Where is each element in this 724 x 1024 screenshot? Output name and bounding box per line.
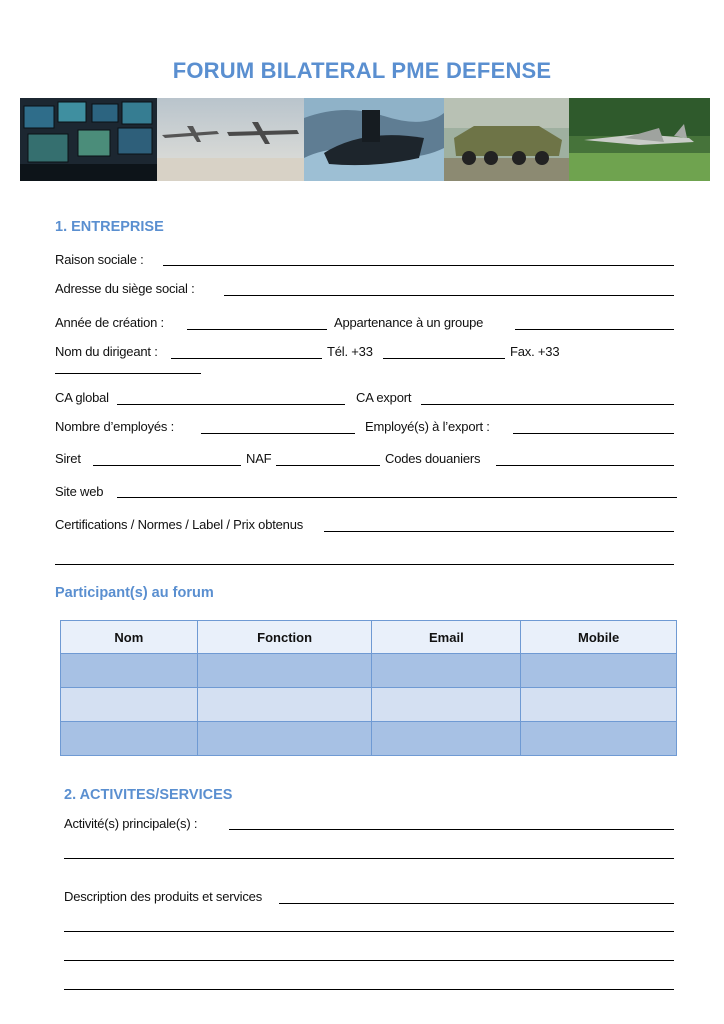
activites-field[interactable]: [229, 829, 674, 830]
dirigeant-field[interactable]: [171, 358, 322, 359]
ca-global-field[interactable]: [117, 404, 345, 405]
annee-creation-label: Année de création :: [55, 315, 164, 330]
control-room-photo: [20, 98, 157, 181]
table-cell[interactable]: [61, 722, 198, 756]
page-title: FORUM BILATERAL PME DEFENSE: [172, 58, 552, 83]
column-header-nom: Nom: [61, 621, 198, 654]
column-header-mobile: Mobile: [521, 621, 677, 654]
tel-field[interactable]: [383, 358, 505, 359]
participants-table: [60, 620, 677, 756]
table-cell[interactable]: [372, 722, 521, 756]
table-cell[interactable]: [197, 722, 372, 756]
activites-field-extra[interactable]: [64, 858, 674, 859]
adresse-field[interactable]: [224, 295, 674, 296]
description-field[interactable]: [279, 903, 674, 904]
fax-field[interactable]: [55, 373, 201, 374]
table-cell[interactable]: [372, 688, 521, 722]
fax-label: Fax. +33: [510, 344, 560, 359]
table-cell[interactable]: [521, 722, 677, 756]
table-row: [61, 654, 677, 688]
description-field-line-3[interactable]: [64, 960, 674, 961]
aircraft-refuel-photo: [157, 98, 304, 181]
naf-label: NAF: [246, 451, 272, 466]
submarine-photo: [304, 98, 444, 181]
groupe-label: Appartenance à un groupe: [334, 315, 484, 330]
table-cell[interactable]: [197, 654, 372, 688]
siret-label: Siret: [55, 451, 81, 466]
groupe-field[interactable]: [515, 329, 674, 330]
table-row: [61, 722, 677, 756]
table-cell[interactable]: [61, 688, 198, 722]
raison-sociale-field[interactable]: [163, 265, 674, 266]
activites-label: Activité(s) principale(s) :: [64, 816, 198, 831]
certifications-field-extra[interactable]: [55, 564, 674, 565]
section-heading-entreprise: 1. ENTREPRISE: [55, 219, 164, 235]
tel-label: Tél. +33: [327, 344, 373, 359]
codes-douaniers-field[interactable]: [496, 465, 674, 466]
table-cell[interactable]: [197, 688, 372, 722]
armored-vehicle-photo: [444, 98, 569, 181]
table-header-row: [61, 621, 677, 654]
description-field-line-2[interactable]: [64, 931, 674, 932]
adresse-label: Adresse du siège social :: [55, 281, 195, 296]
ca-global-label: CA global: [55, 390, 109, 405]
codes-douaniers-label: Codes douaniers: [385, 451, 481, 466]
section-heading-activites: 2. ACTIVITES/SERVICES: [64, 787, 233, 803]
employes-export-label: Employé(s) à l’export :: [365, 419, 490, 434]
table-cell[interactable]: [372, 654, 521, 688]
site-web-field[interactable]: [117, 497, 677, 498]
table-cell[interactable]: [61, 654, 198, 688]
certifications-label: Certifications / Normes / Label / Prix obtenus: [55, 517, 304, 532]
site-web-label: Site web: [55, 484, 104, 499]
employes-field[interactable]: [201, 433, 355, 434]
table-cell[interactable]: [521, 654, 677, 688]
ca-export-field[interactable]: [421, 404, 674, 405]
description-label: Description des produits et services: [64, 889, 263, 904]
fighter-jet-photo: [569, 98, 710, 181]
employes-label: Nombre d’employés :: [55, 419, 175, 434]
table-row: [61, 688, 677, 722]
table-cell[interactable]: [521, 688, 677, 722]
siret-field[interactable]: [93, 465, 241, 466]
dirigeant-label: Nom du dirigeant :: [55, 344, 158, 359]
certifications-field[interactable]: [324, 531, 674, 532]
annee-creation-field[interactable]: [187, 329, 327, 330]
raison-sociale-label: Raison sociale :: [55, 252, 144, 267]
naf-field[interactable]: [276, 465, 380, 466]
employes-export-field[interactable]: [513, 433, 674, 434]
header-banner: [20, 98, 710, 181]
description-field-line-4[interactable]: [64, 989, 674, 990]
column-header-fonction: Fonction: [197, 621, 372, 654]
ca-export-label: CA export: [356, 390, 412, 405]
participants-heading: Participant(s) au forum: [55, 585, 214, 601]
column-header-email: Email: [372, 621, 521, 654]
